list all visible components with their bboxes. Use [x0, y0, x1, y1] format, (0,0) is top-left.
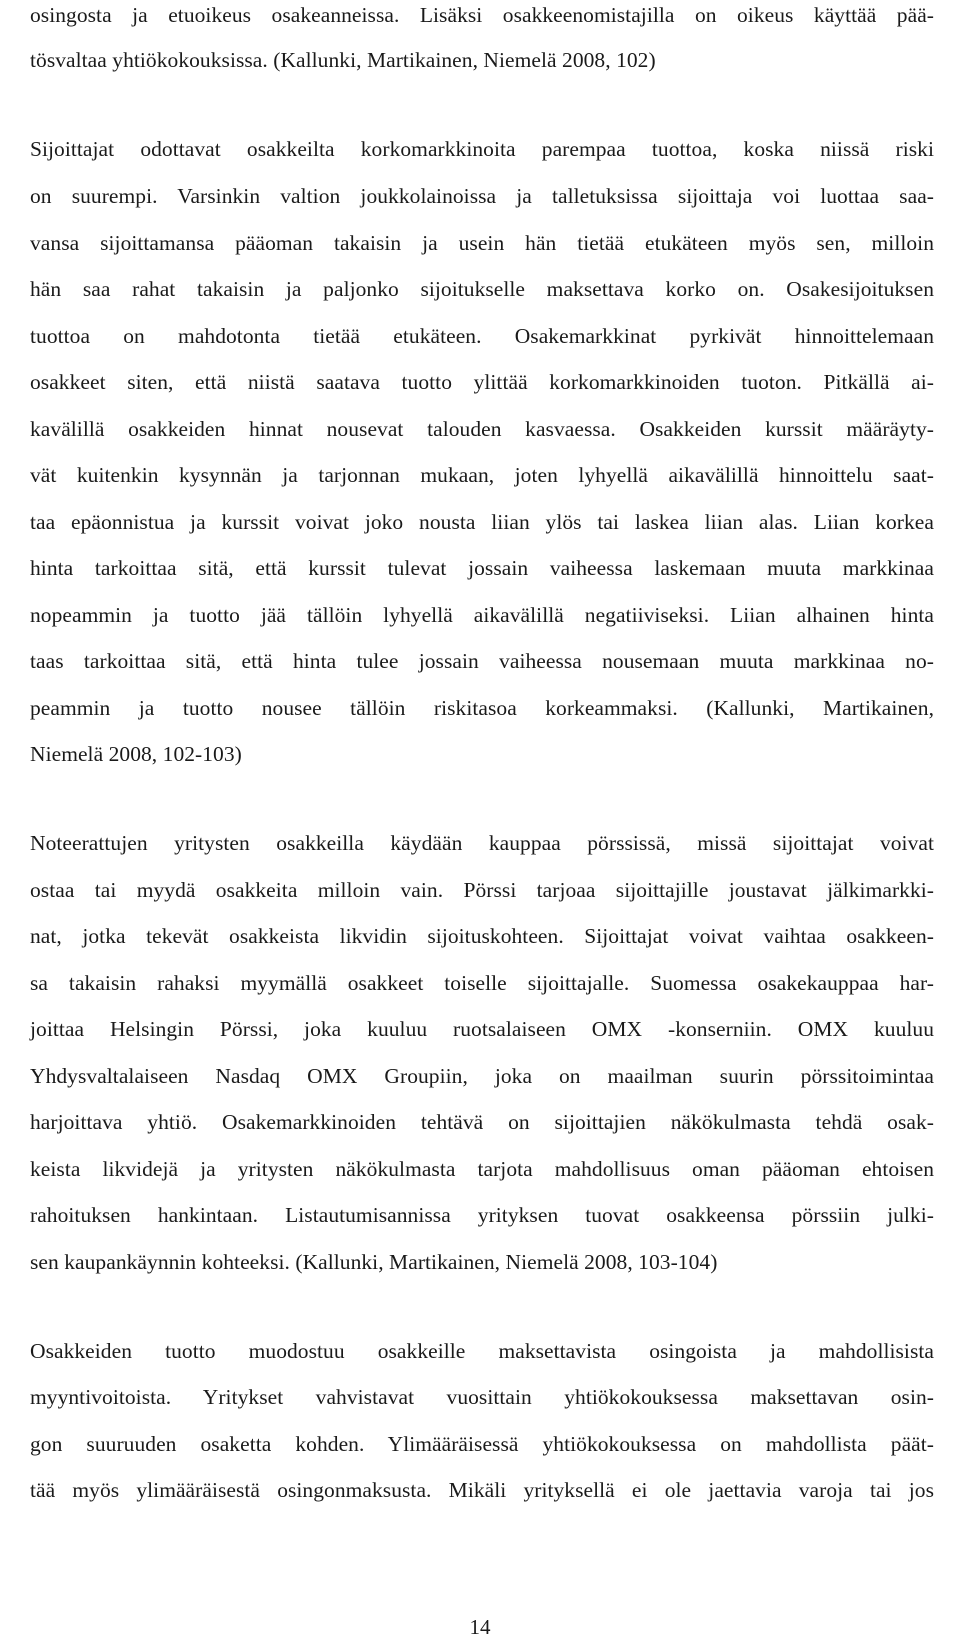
text-line: taa epäonnistua ja kurssit voivat joko nousta liian ylös tai laskea liian alas. Liian korkea: [30, 510, 934, 534]
text-line: tuottoa on mahdotonta tietää etukäteen. Osakemarkkinat pyrkivät hinnoittelemaan: [30, 324, 934, 348]
text-line: harjoittava yhtiö. Osakemarkkinoiden tehtävä on sijoittajien näkökulmasta tehdä osak-: [30, 1110, 934, 1134]
text-line: Noteerattujen yritysten osakkeilla käydään kauppaa pörssissä, missä sijoittajat voivat: [30, 831, 934, 855]
text-line: Niemelä 2008, 102-103): [30, 742, 242, 766]
text-line: on suurempi. Varsinkin valtion joukkolainoissa ja talletuksissa sijoittaja voi luottaa saa-: [30, 184, 934, 208]
text-line: gon suuruuden osaketta kohden. Ylimääräisessä yhtiökokouksessa on mahdollista päät-: [30, 1432, 934, 1456]
text-line: nopeammin ja tuotto jää tällöin lyhyellä aikavälillä negatiiviseksi. Liian alhainen hinta: [30, 603, 934, 627]
text-line: kavälillä osakkeiden hinnat nousevat talouden kasvaessa. Osakkeiden kurssit määräyty-: [30, 417, 934, 441]
text-line: nat, jotka tekevät osakkeista likvidin sijoituskohteen. Sijoittajat voivat vaihtaa osakkeen-: [30, 924, 934, 948]
document-page: [30, 0, 934, 1643]
text-line: Osakkeiden tuotto muodostuu osakkeille maksettavista osingoista ja mahdollisista: [30, 1339, 934, 1363]
page-number: 14: [469, 1615, 491, 1639]
text-line: taas tarkoittaa sitä, että hinta tulee jossain vaiheessa nousemaan muuta markkinaa no-: [30, 649, 934, 673]
text-line: Sijoittajat odottavat osakkeilta korkomarkkinoita parempaa tuottoa, koska niissä riski: [30, 137, 934, 161]
text-line: hinta tarkoittaa sitä, että kurssit tulevat jossain vaiheessa laskemaan muuta markkinaa: [30, 556, 934, 580]
text-line: vansa sijoittamansa pääoman takaisin ja usein hän tietää etukäteen myös sen, milloin: [30, 231, 934, 255]
text-line: tää myös ylimääräisestä osingonmaksusta. Mikäli yrityksellä ei ole jaettavia varoja tai jos: [30, 1478, 934, 1502]
text-line: hän saa rahat takaisin ja paljonko sijoitukselle maksettava korko on. Osakesijoituksen: [30, 277, 934, 301]
text-line: rahoituksen hankintaan. Listautumisannissa yrityksen tuovat osakkeensa pörssiin julki-: [30, 1203, 934, 1227]
text-line: myyntivoitoista. Yritykset vahvistavat vuosittain yhtiökokouksessa maksettavan osin-: [30, 1385, 934, 1409]
text-line: osingosta ja etuoikeus osakeanneissa. Lisäksi osakkeenomistajilla on oikeus käyttää pää-: [30, 3, 934, 27]
text-line: peammin ja tuotto nousee tällöin riskitasoa korkeammaksi. (Kallunki, Martikainen,: [30, 696, 934, 720]
text-line: Yhdysvaltalaiseen Nasdaq OMX Groupiin, joka on maailman suurin pörssitoimintaa: [30, 1064, 934, 1088]
text-line: keista likvidejä ja yritysten näkökulmasta tarjota mahdollisuus oman pääoman ehtoisen: [30, 1157, 934, 1181]
text-line: joittaa Helsingin Pörssi, joka kuuluu ruotsalaiseen OMX -konserniin. OMX kuuluu: [30, 1017, 934, 1041]
text-line: ostaa tai myydä osakkeita milloin vain. Pörssi tarjoaa sijoittajille joustavat jälkimarkki-: [30, 878, 934, 902]
text-line: vät kuitenkin kysynnän ja tarjonnan mukaan, joten lyhyellä aikavälillä hinnoittelu saat-: [30, 463, 934, 487]
text-line: osakkeet siten, että niistä saatava tuotto ylittää korkomarkkinoiden tuoton. Pitkällä ai-: [30, 370, 934, 394]
text-line: tösvaltaa yhtiökokouksissa. (Kallunki, Martikainen, Niemelä 2008, 102): [30, 48, 656, 72]
text-line: sa takaisin rahaksi myymällä osakkeet toiselle sijoittajalle. Suomessa osakekauppaa har-: [30, 971, 934, 995]
text-line: sen kaupankäynnin kohteeksi. (Kallunki, Martikainen, Niemelä 2008, 103-104): [30, 1250, 718, 1274]
